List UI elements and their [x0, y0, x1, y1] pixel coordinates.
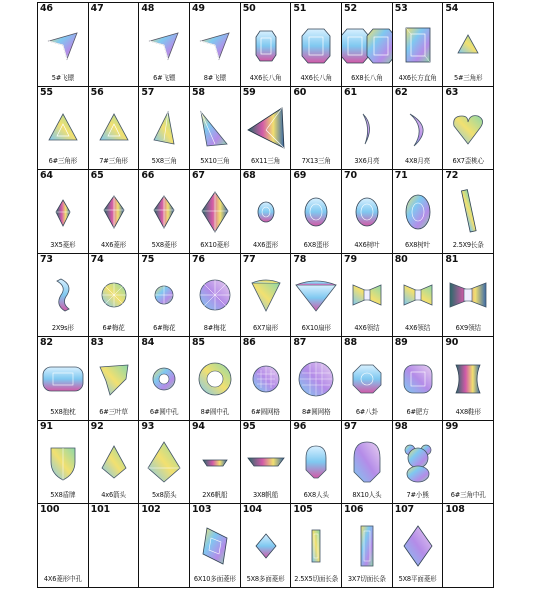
rhinestone-image	[241, 186, 291, 237]
item-label: 6#飞镖	[153, 74, 176, 82]
product-cell	[393, 170, 444, 254]
item-number: 97	[344, 421, 357, 432]
product-cell	[190, 170, 241, 254]
item-number: 91	[40, 421, 53, 432]
item-label: 7X13三角	[301, 157, 331, 165]
rhinestone-image	[190, 520, 240, 571]
item-number: 53	[394, 3, 408, 14]
item-number: 102	[141, 504, 161, 515]
item-label: 8#圆中孔	[200, 408, 230, 416]
item-label: 6X7歪桃心	[452, 157, 484, 165]
item-number: 99	[445, 421, 459, 432]
rhinestone-image	[241, 103, 291, 153]
item-label: 6X8人头	[303, 491, 329, 499]
product-cell	[139, 87, 190, 170]
product-cell	[342, 87, 393, 170]
rhinestone-image	[393, 186, 443, 237]
product-cell	[190, 254, 241, 337]
item-number: 74	[90, 254, 104, 265]
item-number: 81	[445, 254, 459, 265]
product-cell	[443, 3, 494, 87]
rhinestone-image	[393, 353, 443, 404]
item-number: 51	[293, 3, 307, 14]
item-label: 4X6菱形中孔	[43, 575, 82, 583]
item-label: 4X6长方直角	[398, 74, 437, 82]
item-label: 3X6月亮	[354, 157, 380, 165]
product-cell	[342, 421, 393, 504]
item-number: 106	[344, 504, 364, 515]
item-number: 93	[141, 421, 155, 432]
product-cell	[241, 87, 292, 170]
item-label: 6X8蛋形	[303, 241, 329, 249]
product-cell	[241, 254, 292, 337]
item-number: 54	[445, 3, 459, 14]
rhinestone-image	[393, 103, 443, 153]
product-cell	[89, 504, 140, 588]
item-number: 95	[242, 421, 256, 432]
item-label: 5#飞镖	[51, 74, 74, 82]
rhinestone-image	[190, 270, 240, 320]
rhinestone-image	[342, 270, 392, 320]
product-cell	[443, 170, 494, 254]
rhinestone-image	[393, 520, 443, 571]
item-label: 6X11三角	[250, 157, 281, 165]
item-number: 57	[141, 87, 155, 98]
product-cell	[342, 337, 393, 421]
grid-row	[38, 254, 494, 337]
rhinestone-image	[443, 103, 493, 153]
item-label: 5X8多面菱形	[246, 575, 285, 583]
item-number: 89	[394, 337, 408, 348]
item-number: 100	[40, 504, 60, 515]
rhinestone-image	[291, 186, 341, 237]
item-number: 79	[344, 254, 357, 265]
product-cell	[38, 504, 89, 588]
product-cell	[241, 170, 292, 254]
item-number: 48	[141, 3, 155, 14]
rhinestone-image	[291, 437, 341, 487]
item-label: 2X9s形	[51, 324, 74, 332]
rhinestone-image	[190, 353, 240, 404]
item-number: 86	[242, 337, 256, 348]
item-number: 78	[293, 254, 307, 265]
item-label: 4X6领结	[404, 324, 431, 332]
item-number: 66	[141, 170, 155, 181]
item-label: 5X8抱枕	[50, 408, 76, 416]
rhinestone-image	[342, 437, 392, 487]
product-cell	[241, 421, 292, 504]
grid-row	[38, 170, 494, 254]
item-number: 96	[293, 421, 307, 432]
item-number: 56	[90, 87, 104, 98]
item-label: 4X6长八角	[300, 74, 332, 82]
item-label: 4X6长八角	[249, 74, 282, 82]
rhinestone-image	[443, 19, 493, 70]
product-cell	[443, 254, 494, 337]
product-cell	[291, 504, 342, 588]
item-number: 83	[90, 337, 104, 348]
rhinestone-image	[241, 520, 291, 571]
item-number: 103	[192, 504, 212, 515]
item-label: 5X8菱形	[151, 241, 177, 249]
item-number: 62	[394, 87, 408, 98]
rhinestone-image	[291, 19, 341, 70]
item-label: 3X5菱形	[50, 241, 76, 249]
product-cell	[190, 337, 241, 421]
grid-row	[38, 421, 494, 504]
product-cell	[342, 3, 393, 87]
product-cell	[291, 3, 342, 87]
product-cell	[443, 337, 494, 421]
rhinestone-image	[190, 437, 240, 487]
item-label: 8#飞镖	[203, 74, 226, 82]
item-label: 6X10扇形	[301, 324, 331, 332]
item-number: 105	[293, 504, 313, 515]
item-number: 67	[192, 170, 205, 181]
rhinestone-image	[139, 103, 189, 153]
item-number: 71	[394, 170, 408, 181]
rhinestone-image	[139, 270, 189, 320]
item-label: 6#三角中孔	[450, 491, 486, 499]
product-cell	[190, 87, 241, 170]
item-number: 70	[344, 170, 357, 181]
rhinestone-image	[241, 270, 291, 320]
rhinestone-image	[241, 437, 291, 487]
rhinestone-image	[342, 520, 392, 571]
rhinestone-image	[139, 186, 189, 237]
item-label: 5#三角形	[453, 74, 483, 82]
item-label: 8#圆网格	[301, 408, 331, 416]
product-cell	[139, 254, 190, 337]
item-number: 68	[242, 170, 256, 181]
item-number: 49	[192, 3, 205, 14]
item-label: 6#三角形	[48, 157, 78, 165]
product-cell	[139, 170, 190, 254]
rhinestone-image	[89, 353, 139, 404]
rhinestone-image	[38, 270, 88, 320]
item-number: 52	[344, 3, 357, 14]
product-cell	[291, 254, 342, 337]
item-label: 6#圆中孔	[149, 408, 179, 416]
grid-row	[38, 3, 494, 87]
item-number: 80	[394, 254, 408, 265]
item-number: 47	[90, 3, 104, 14]
rhinestone-image	[291, 520, 341, 571]
grid-row	[38, 87, 494, 170]
item-label: 5X8平面菱形	[398, 575, 437, 583]
product-cell	[393, 504, 444, 588]
product-cell	[89, 254, 140, 337]
item-number: 61	[344, 87, 357, 98]
item-number: 69	[293, 170, 307, 181]
item-label: 5X8盾牌	[50, 491, 76, 499]
item-label: 8X10人头	[352, 491, 382, 499]
item-label: 4X6领结	[354, 324, 380, 332]
product-cell	[393, 254, 444, 337]
product-cell	[89, 3, 140, 87]
rhinestone-image	[38, 437, 88, 487]
item-label: 7#小熊	[406, 491, 429, 499]
item-label: 5X10三角	[200, 157, 230, 165]
item-number: 50	[242, 3, 256, 14]
product-cell	[342, 170, 393, 254]
item-number: 90	[445, 337, 459, 348]
item-label: 6#梅花	[153, 324, 176, 332]
item-number: 84	[141, 337, 155, 348]
item-number: 64	[40, 170, 53, 181]
item-number: 92	[90, 421, 104, 432]
rhinestone-image	[443, 353, 493, 404]
item-number: 108	[445, 504, 465, 515]
item-label: 6X8长八角	[351, 74, 383, 82]
item-label: 4X8月亮	[404, 157, 431, 165]
product-cell	[139, 504, 190, 588]
item-number: 73	[40, 254, 53, 265]
rhinestone-image	[393, 19, 443, 70]
rhinestone-image	[393, 270, 443, 320]
item-label: 7#三角形	[99, 157, 128, 165]
item-number: 76	[192, 254, 205, 265]
item-label: 6X10多面菱形	[193, 575, 236, 583]
item-number: 65	[90, 170, 104, 181]
product-cell	[190, 3, 241, 87]
item-number: 59	[242, 87, 256, 98]
product-cell	[38, 337, 89, 421]
item-label: 2.5X9长条	[452, 241, 484, 249]
item-label: 4X8鞋形	[455, 408, 481, 416]
rhinestone-image	[89, 270, 139, 320]
rhinestone-image	[38, 103, 88, 153]
rhinestone-image	[291, 353, 341, 404]
item-label: 2X6帆船	[202, 491, 228, 499]
product-cell	[342, 254, 393, 337]
item-number: 98	[394, 421, 408, 432]
rhinestone-image	[443, 270, 493, 320]
grid-row	[38, 337, 494, 421]
item-number: 107	[394, 504, 414, 515]
product-cell	[241, 3, 292, 87]
product-cell	[38, 3, 89, 87]
product-cell	[139, 3, 190, 87]
product-cell	[139, 421, 190, 504]
item-number: 77	[242, 254, 256, 265]
item-number: 63	[445, 87, 459, 98]
rhinestone-image	[89, 103, 139, 153]
item-number: 75	[141, 254, 155, 265]
product-cell	[241, 504, 292, 588]
item-number: 104	[242, 504, 262, 515]
product-cell	[89, 170, 140, 254]
rhinestone-image	[190, 19, 240, 70]
product-cell	[291, 87, 342, 170]
product-cell	[291, 421, 342, 504]
item-number: 87	[293, 337, 307, 348]
item-label: 6#肥方	[406, 408, 429, 416]
product-cell	[89, 337, 140, 421]
rhinestone-image	[38, 19, 88, 70]
item-number: 94	[192, 421, 205, 432]
product-cell	[89, 87, 140, 170]
product-cell	[443, 504, 494, 588]
item-label: 6#梅花	[102, 324, 125, 332]
product-grid	[37, 2, 494, 588]
item-label: 2.5X5切面长条	[294, 575, 339, 583]
item-number: 55	[40, 87, 53, 98]
product-cell	[139, 337, 190, 421]
item-number: 46	[40, 3, 53, 14]
product-cell	[241, 337, 292, 421]
item-label: 4X6菱形	[100, 241, 127, 249]
item-number: 72	[445, 170, 459, 181]
product-cell	[393, 87, 444, 170]
rhinestone-image	[38, 186, 88, 237]
rhinestone-image	[443, 186, 493, 237]
item-label: 3X8帆船	[252, 491, 279, 499]
item-label: 6X7扇形	[252, 324, 279, 332]
rhinestone-image	[342, 19, 392, 70]
item-label: 6#圆网格	[251, 408, 280, 416]
rhinestone-image	[89, 437, 139, 487]
item-label: 4X6树叶	[354, 241, 380, 249]
rhinestone-image	[190, 103, 240, 153]
rhinestone-image	[139, 353, 189, 404]
rhinestone-image	[139, 437, 189, 487]
product-cell	[342, 504, 393, 588]
rhinestone-image	[139, 19, 189, 70]
product-cell	[443, 421, 494, 504]
rhinestone-image	[342, 103, 392, 153]
rhinestone-image	[89, 186, 139, 237]
item-label: 6X9领结	[455, 324, 481, 332]
rhinestone-image	[241, 19, 291, 70]
product-cell	[190, 421, 241, 504]
item-number: 60	[293, 87, 307, 98]
product-cell	[393, 337, 444, 421]
product-cell	[393, 421, 444, 504]
rhinestone-image	[342, 353, 392, 404]
item-label: 8#梅花	[203, 324, 226, 332]
product-cell	[291, 170, 342, 254]
item-number: 58	[192, 87, 205, 98]
rhinestone-image	[291, 270, 341, 320]
product-cell	[38, 254, 89, 337]
item-number: 88	[344, 337, 357, 348]
item-label: 6X10菱形	[200, 241, 230, 249]
product-cell	[38, 421, 89, 504]
item-label: 3X7切面长条	[347, 575, 386, 583]
item-number: 101	[90, 504, 110, 515]
product-cell	[38, 170, 89, 254]
rhinestone-image	[241, 353, 291, 404]
grid-row	[38, 504, 494, 588]
rhinestone-image	[342, 186, 392, 237]
rhinestone-image	[38, 353, 88, 404]
rhinestone-image	[190, 186, 240, 237]
item-label: 6#三叶草	[99, 408, 128, 416]
item-label: 4x6箭头	[101, 491, 126, 499]
product-cell	[190, 504, 241, 588]
item-label: 6X8树叶	[404, 241, 431, 249]
item-number: 85	[192, 337, 205, 348]
item-label: 6#八卦	[355, 408, 378, 416]
item-label: 4X6蛋形	[252, 241, 279, 249]
item-label: 5x8箭头	[151, 491, 177, 499]
item-label: 5X8三角	[151, 157, 177, 165]
rhinestone-image	[393, 437, 443, 487]
product-cell	[443, 87, 494, 170]
product-cell	[393, 3, 444, 87]
product-cell	[38, 87, 89, 170]
product-cell	[291, 337, 342, 421]
product-cell	[89, 421, 140, 504]
item-number: 82	[40, 337, 53, 348]
